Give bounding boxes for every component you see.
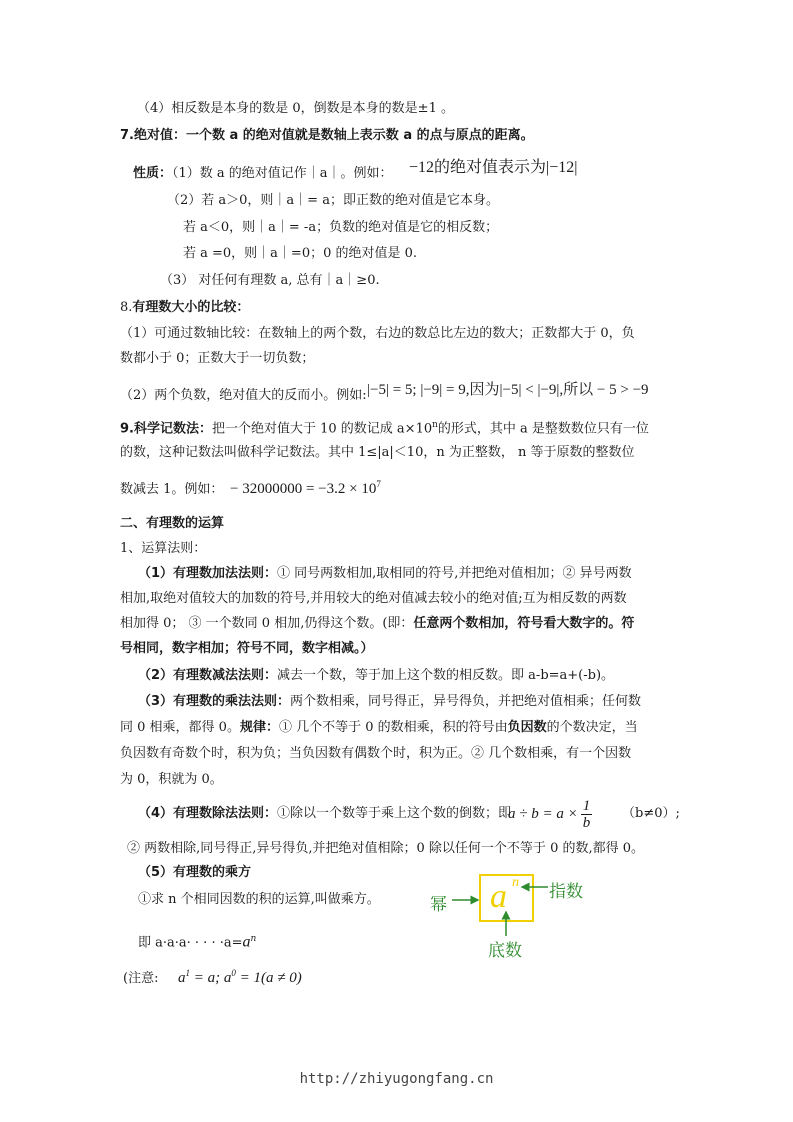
addition-rule-text: ① 同号两数相加,取相同的符号,并把绝对值相加；② 异号两数 bbox=[277, 566, 632, 581]
division-rule-line-2: ② 两数相除,同号得正,异号得负,并把绝对值相除；0 除以任何一个不等于 0 的数,都得 0。 bbox=[127, 841, 645, 856]
comparison-rule-1-cont: 数都小于 0；正数大于一切负数； bbox=[120, 351, 315, 366]
note-a1-exp: 1 bbox=[185, 968, 190, 978]
line-property-2: （2）若 a＞0，则｜a｜= a；即正数的绝对值是它本身。 bbox=[167, 193, 499, 208]
exponent-label: 指数 bbox=[549, 882, 583, 902]
scientific-notation-sup: n bbox=[432, 420, 438, 430]
power-label: 幂 bbox=[430, 895, 447, 915]
base-label: 底数 bbox=[488, 941, 522, 961]
power-note bbox=[123, 970, 158, 988]
heading-comparison bbox=[120, 299, 249, 317]
fraction-numerator: 1 bbox=[582, 798, 591, 815]
note-mid: = a; a bbox=[190, 970, 232, 986]
heading-comparison-title: 有理数大小的比较： bbox=[132, 300, 250, 315]
multiplication-rule-text-2c: ① 几个不等于 0 的数相乘，积的符号由 bbox=[278, 720, 508, 735]
scientific-notation-example bbox=[230, 475, 381, 498]
scientific-notation-line-2: 的数，这种记数法叫做科学记数法。其中 1≤|a|＜10，n 为正整数， n 等于原数的整数位 bbox=[120, 445, 635, 460]
property-label: 性质： bbox=[133, 166, 173, 181]
multiplication-law-label: 规律： bbox=[239, 720, 279, 735]
multiplication-rule-text-2e: 的个数决定，当 bbox=[546, 720, 638, 735]
subtraction-rule bbox=[138, 667, 614, 685]
scientific-example-sup: 7 bbox=[376, 479, 381, 489]
division-fraction bbox=[581, 798, 593, 831]
heading-absolute-value: 7.绝对值：一个数 a 的绝对值就是数轴上表示数 a 的点与原点的距离。 bbox=[120, 128, 534, 143]
multiplication-rule-line-2 bbox=[120, 719, 638, 737]
power-example-text: 即 a·a·a· · · · ·a= bbox=[138, 935, 243, 951]
subtraction-rule-text: 减去一个数，等于加上这个数的相反数。即 a-b=a+(-b)。 bbox=[277, 668, 615, 683]
scientific-notation-def-b: 的形式，其中 a 是整数数位只有一位 bbox=[437, 421, 649, 437]
division-rule-text: ①除以一个数等于乘上这个数的倒数；即 bbox=[277, 806, 512, 821]
power-note-formula bbox=[178, 964, 302, 987]
multiplication-rule-line-1 bbox=[138, 693, 641, 711]
addition-rule-text-3: 相加得 0； ③ 一个数同 0 相加,仍得这个数。(即： bbox=[120, 616, 414, 631]
comparison-rule-1: （1）可通过数轴比较：在数轴上的两个数，右边的数总比左边的数大；正数都大于 0，负 bbox=[120, 326, 635, 341]
power-title: （5）有理数的乘方 bbox=[138, 865, 252, 880]
scientific-notation-line-1 bbox=[120, 416, 649, 438]
negative-factor-term: 负因数 bbox=[507, 720, 547, 735]
line-property-1 bbox=[133, 165, 393, 183]
addition-rule-title: （1）有理数加法法则： bbox=[138, 566, 278, 581]
power-example-exp: n bbox=[250, 934, 257, 944]
multiplication-rule-line-3: 负因数有奇数个时，积为负；当负因数有偶数个时，积为正。② 几个数相乘，有一个因数 bbox=[120, 746, 632, 761]
addition-rule-line-1 bbox=[138, 565, 632, 583]
line-property-2-neg: 若 a＜0，则｜a｜= -a；负数的绝对值是它的相反数； bbox=[183, 220, 499, 235]
power-example bbox=[138, 930, 256, 952]
division-formula bbox=[508, 797, 595, 831]
line-property-2-zero: 若 a =0，则｜a｜=0；0 的绝对值是 0. bbox=[183, 246, 418, 261]
power-diagram-base: a bbox=[490, 878, 507, 915]
division-condition: （b≠0）; bbox=[622, 806, 680, 821]
multiplication-rule-text: 两个数相乘，同号得正，异号得负，并把绝对值相乘；任何数 bbox=[290, 694, 642, 709]
addition-rule-line-3 bbox=[120, 615, 634, 633]
abs-example-formula: −12的绝对值表示为|−12| bbox=[409, 159, 578, 176]
power-definition: ①求 n 个相同因数的积的运算,叫做乘方。 bbox=[138, 892, 380, 907]
operation-rules-title: 1、运算法则： bbox=[120, 541, 207, 556]
heading-comparison-number: 8. bbox=[120, 300, 133, 315]
scientific-notation-line-3: 数减去 1。例如： bbox=[120, 482, 224, 497]
line-property-3: （3） 对任何有理数 a, 总有｜a｜≥0. bbox=[160, 273, 380, 288]
comparison-example-formula: |−5| = 5; |−9| = 9,因为|−5| < |−9|,所以 − 5 > −9 bbox=[367, 382, 649, 398]
division-formula-lhs: a ÷ b = a × bbox=[508, 806, 578, 822]
note-tail: = 1(a ≠ 0) bbox=[235, 970, 302, 986]
fraction-denominator: b bbox=[582, 815, 591, 832]
section-title-operations: 二、有理数的运算 bbox=[120, 516, 225, 531]
multiplication-rule-text-2a: 同 0 相乘，都得 0。 bbox=[120, 720, 240, 735]
multiplication-rule-line-4: 为 0，积就为 0。 bbox=[120, 772, 223, 787]
property-1-text: （1）数 a 的绝对值记作｜a｜。例如： bbox=[172, 166, 393, 181]
power-example-base: a bbox=[242, 933, 251, 951]
scientific-notation-title: 9.科学记数法： bbox=[120, 421, 212, 437]
division-rule-title: （4）有理数除法法则： bbox=[138, 806, 278, 821]
power-note-label: (注意: bbox=[123, 971, 159, 986]
multiplication-rule-title: （3）有理数的乘法法则： bbox=[138, 694, 291, 709]
note-a0-exp: 0 bbox=[231, 968, 236, 978]
addition-rule-emphasis: 任意两个数相加，符号看大数字的。符 bbox=[413, 616, 635, 631]
scientific-notation-def-a: 把一个绝对值大于 10 的数记成 a×10 bbox=[211, 421, 433, 437]
addition-rule-line-4: 号相同，数字相加；符号不同，数字相减。） bbox=[120, 641, 374, 656]
line-reciprocal-note: （4）相反数是本身的数是 0，倒数是本身的数是±1 。 bbox=[137, 101, 454, 116]
power-diagram-exp: n bbox=[512, 875, 519, 890]
comparison-rule-2: （2）两个负数，绝对值大的反而小。例如: bbox=[120, 388, 367, 403]
addition-rule-line-2: 相加,取绝对值较大的加数的符号,并用较大的绝对值减去较小的绝对值;互为相反数的两数 bbox=[120, 591, 627, 606]
footer-url: http://zhiyugongfang.cn bbox=[299, 1071, 494, 1087]
subtraction-rule-title: （2）有理数减法法则： bbox=[138, 668, 278, 683]
note-a1-base: a bbox=[178, 970, 186, 986]
division-rule-line-1 bbox=[138, 805, 511, 823]
scientific-example-text: − 32000000 = −3.2 × 10 bbox=[230, 481, 377, 497]
